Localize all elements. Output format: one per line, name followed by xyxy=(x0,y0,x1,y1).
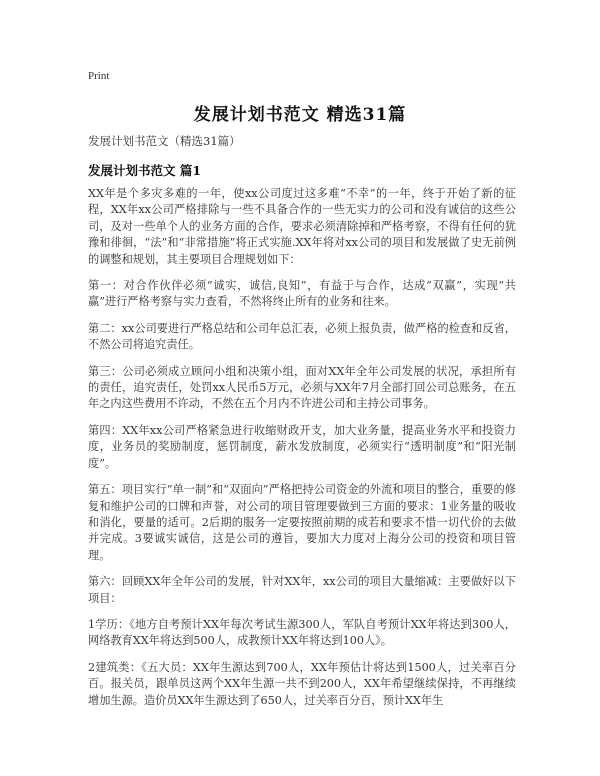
paragraph: 第五：项目实行“单一制”和“双面向”严格把持公司资金的外流和项目的整合，重要的修复和维护公司的口牌和声誉，对公司的项目管理要做到三方面的要求：1业务量的吸收和消化，要量的适可。2后期的服务一定要按照前期的成若和要求不惜一切代价的去做并完成。3要诚实诚信，这是公司的遵旨，要加大力度对上海分公司的投资和项目管理。 xyxy=(88,483,516,562)
paragraph: 2建筑类：《五大员：XX年生源达到700人，XX年预估计将达到1500人，过关率百分百。报关员，跟单员这两个XX年生源一共不到200人，XX年希望继续保持，不再继续增加生源。造价员XX年生源达到了650人，过关率百分百，预计XX年生 xyxy=(88,660,516,707)
paragraph: 第三：公司必须成立顾问小组和决策小组，面对XX年全年公司发展的状况，承担所有的责任，追究责任，处罚xx人民币5万元，必须与XX年7月全部打回公司总账务，在五年之内这些费用不许动，不然在五个月内不许进公司和主持公司事务。 xyxy=(88,364,516,411)
paragraph: 1学历：《地方自考预计XX年每次考试生源300人，军队自考预计XX年将达到300人，网络教育XX年将达到500人，成教预计XX年将达到100人》。 xyxy=(88,617,516,648)
document-subtitle: 发展计划书范文（精选31篇） xyxy=(88,134,241,148)
print-link[interactable]: Print xyxy=(88,70,110,82)
paragraph: 第六：回顾XX年全年公司的发展，针对XX年，xx公司的项目大量缩减：主要做好以下项目： xyxy=(88,575,516,605)
page-title: 发展计划书范文 精选31篇 xyxy=(193,105,407,125)
paragraph: XX年是个多灾多难的一年，使xx公司度过这多难“不幸”的一年，终于开始了新的征程，XX年xx公司严格排除与一些不具备合作的一些无实力的公司和没有诚信的这些公司，及对一些单个人的业务方面的合作，要求必须清除掉和严格考察，不得有任何的犹豫和徘徊，“法”和“非常措施”将正式实施.XX年将对xx公司的项目和发展做了史无前例的调整和规划，其主要项目合理规划如下： xyxy=(88,187,516,266)
article-body xyxy=(88,186,516,719)
paragraph: 第二：xx公司要进行严格总结和公司年总汇表，必须上报负责，做严格的检查和反省，不然公司将追究责任。 xyxy=(88,321,516,352)
paragraph: 第四：XX年xx公司严格紧急进行收缩财政开支，加大业务量，提高业务水平和投资力度，业务员的奖励制度，惩罚制度，薪水发放制度，必须实行“透明制度”和“阳光制度”。 xyxy=(88,423,516,470)
paragraph: 第一：对合作伙伴必须“诚实，诚信,良知”，有益于与合作，达成“双赢”，实现“共赢”进行严格考察与实力查看，不然将终止所有的业务和往来。 xyxy=(88,279,516,309)
section-heading: 发展计划书范文 篇1 xyxy=(88,163,202,178)
